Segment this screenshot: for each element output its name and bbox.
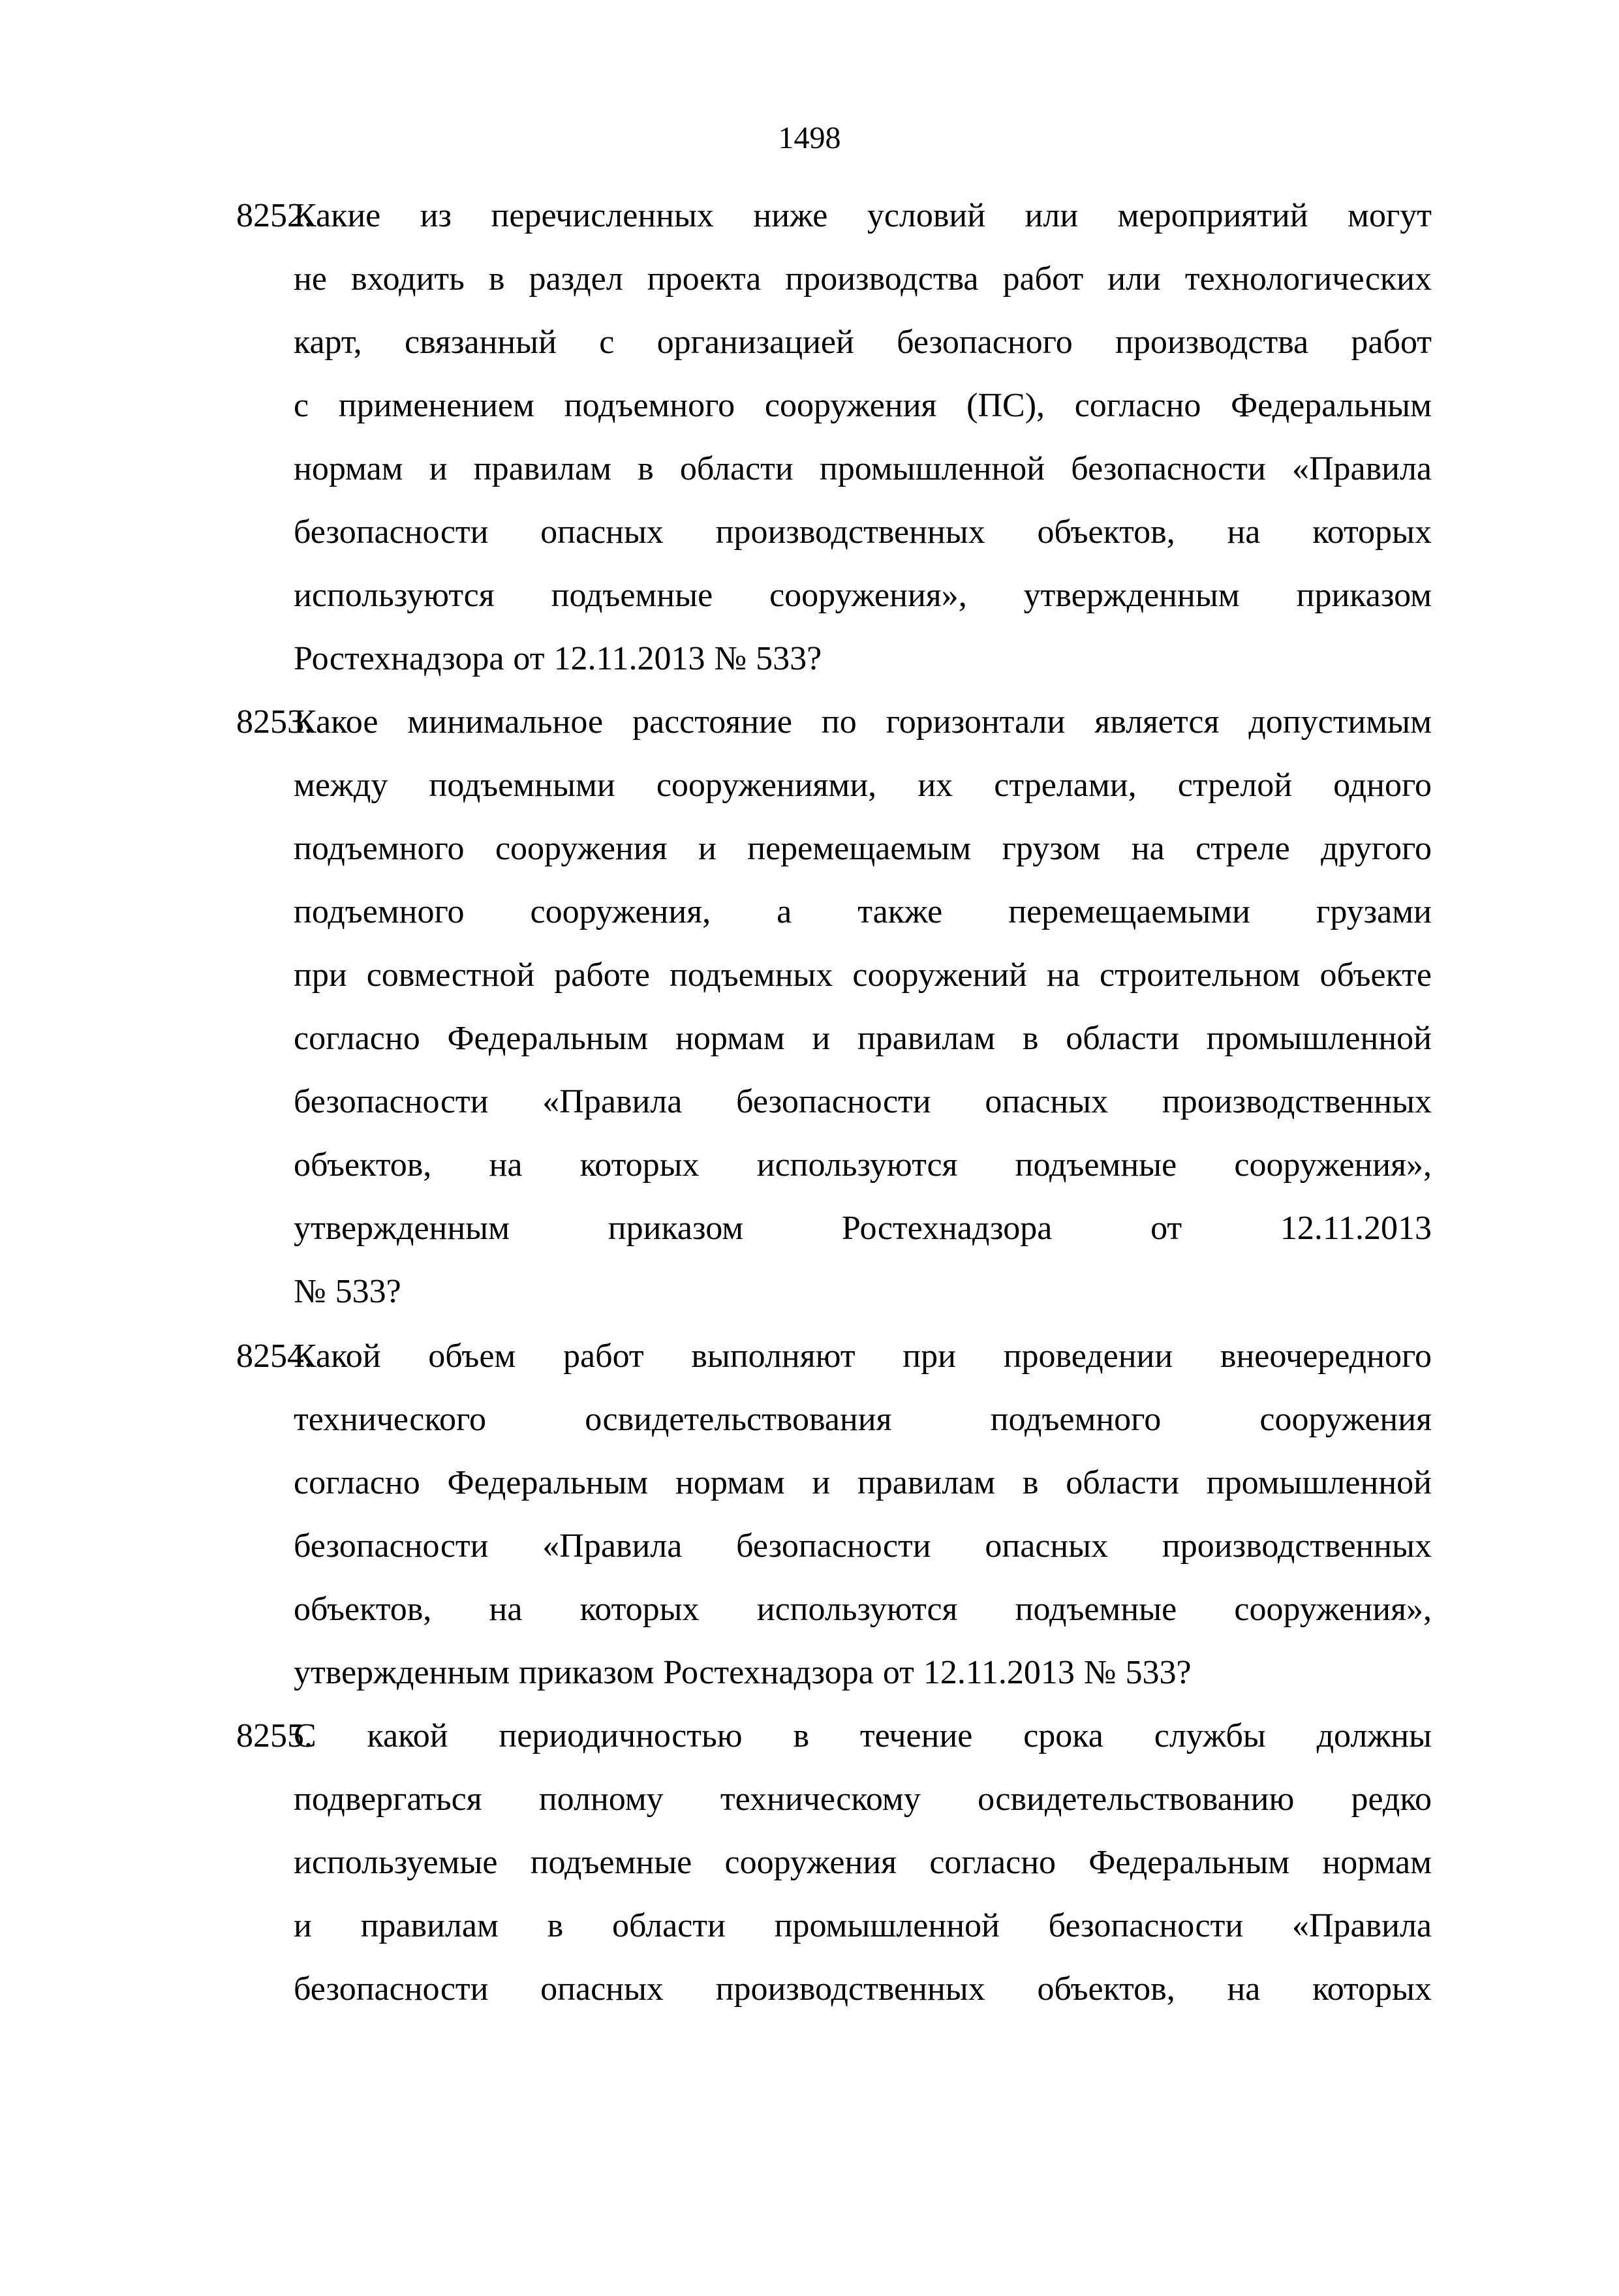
text-line: Какое минимальное расстояние по горизонтали является допустимым [294,703,1432,741]
text-line: согласно Федеральным нормам и правилам в области промышленной [294,1464,1432,1501]
text-line: согласно Федеральным нормам и правилам в области промышленной [294,1020,1432,1057]
text-line: между подъемными сооружениями, их стрелами, стрелой одного [294,767,1432,804]
text-line: Ростехнадзора от 12.11.2013 № 533? [294,640,822,677]
text-line: карт, связанный с организацией безопасного производства работ [294,324,1432,361]
text-line: подъемного сооружения, а также перемещаемыми грузами [294,893,1432,930]
text-line: Какой объем работ выполняют при проведении внеочередного [294,1338,1432,1375]
text-line: утвержденным приказом Ростехнадзора от 12.11.2013 № 533? [294,1654,1192,1691]
question-text [294,1704,1432,2021]
question-number: 8252. [236,197,313,234]
text-line: объектов, на которых используются подъемные сооружения», [294,1591,1432,1628]
text-line: с применением подъемного сооружения (ПС), согласно Федеральным [294,387,1432,424]
text-line: безопасности опасных производственных объектов, на которых [294,513,1432,551]
text-line: Какие из перечисленных ниже условий или мероприятий могут [294,197,1432,234]
text-line: № 533? [294,1273,401,1310]
text-line: нормам и правилам в области промышленной безопасности «Правила [294,450,1432,487]
text-line: и правилам в области промышленной безопасности «Правила [294,1907,1432,1944]
text-line: подвергаться полному техническому освидетельствованию редко [294,1781,1432,1818]
question-text [294,690,1432,1323]
question-number: 8254. [236,1338,313,1375]
text-line: подъемного сооружения и перемещаемым грузом на стреле другого [294,830,1432,867]
question-number: 8253. [236,703,313,741]
text-line: безопасности опасных производственных объектов, на которых [294,1970,1432,2008]
question-number: 8255. [236,1717,313,1754]
text-line: С какой периодичностью в течение срока службы должны [294,1717,1432,1754]
text-line: безопасности «Правила безопасности опасных производственных [294,1527,1432,1565]
text-line: не входить в раздел проекта производства работ или технологических [294,260,1432,298]
text-line: технического освидетельствования подъемного сооружения [294,1401,1432,1438]
text-line: утвержденным приказом Ростехнадзора от 12.11.2013 [294,1210,1432,1247]
text-line: используемые подъемные сооружения согласно Федеральным нормам [294,1844,1432,1881]
text-line: при совместной работе подъемных сооружений на строительном объекте [294,957,1432,994]
question-text [294,184,1432,690]
text-line: объектов, на которых используются подъемные сооружения», [294,1146,1432,1184]
page-number: 1498 [778,121,841,155]
text-line: используются подъемные сооружения», утвержденным приказом [294,577,1432,614]
text-line: безопасности «Правила безопасности опасных производственных [294,1083,1432,1120]
question-text [294,1324,1432,1704]
